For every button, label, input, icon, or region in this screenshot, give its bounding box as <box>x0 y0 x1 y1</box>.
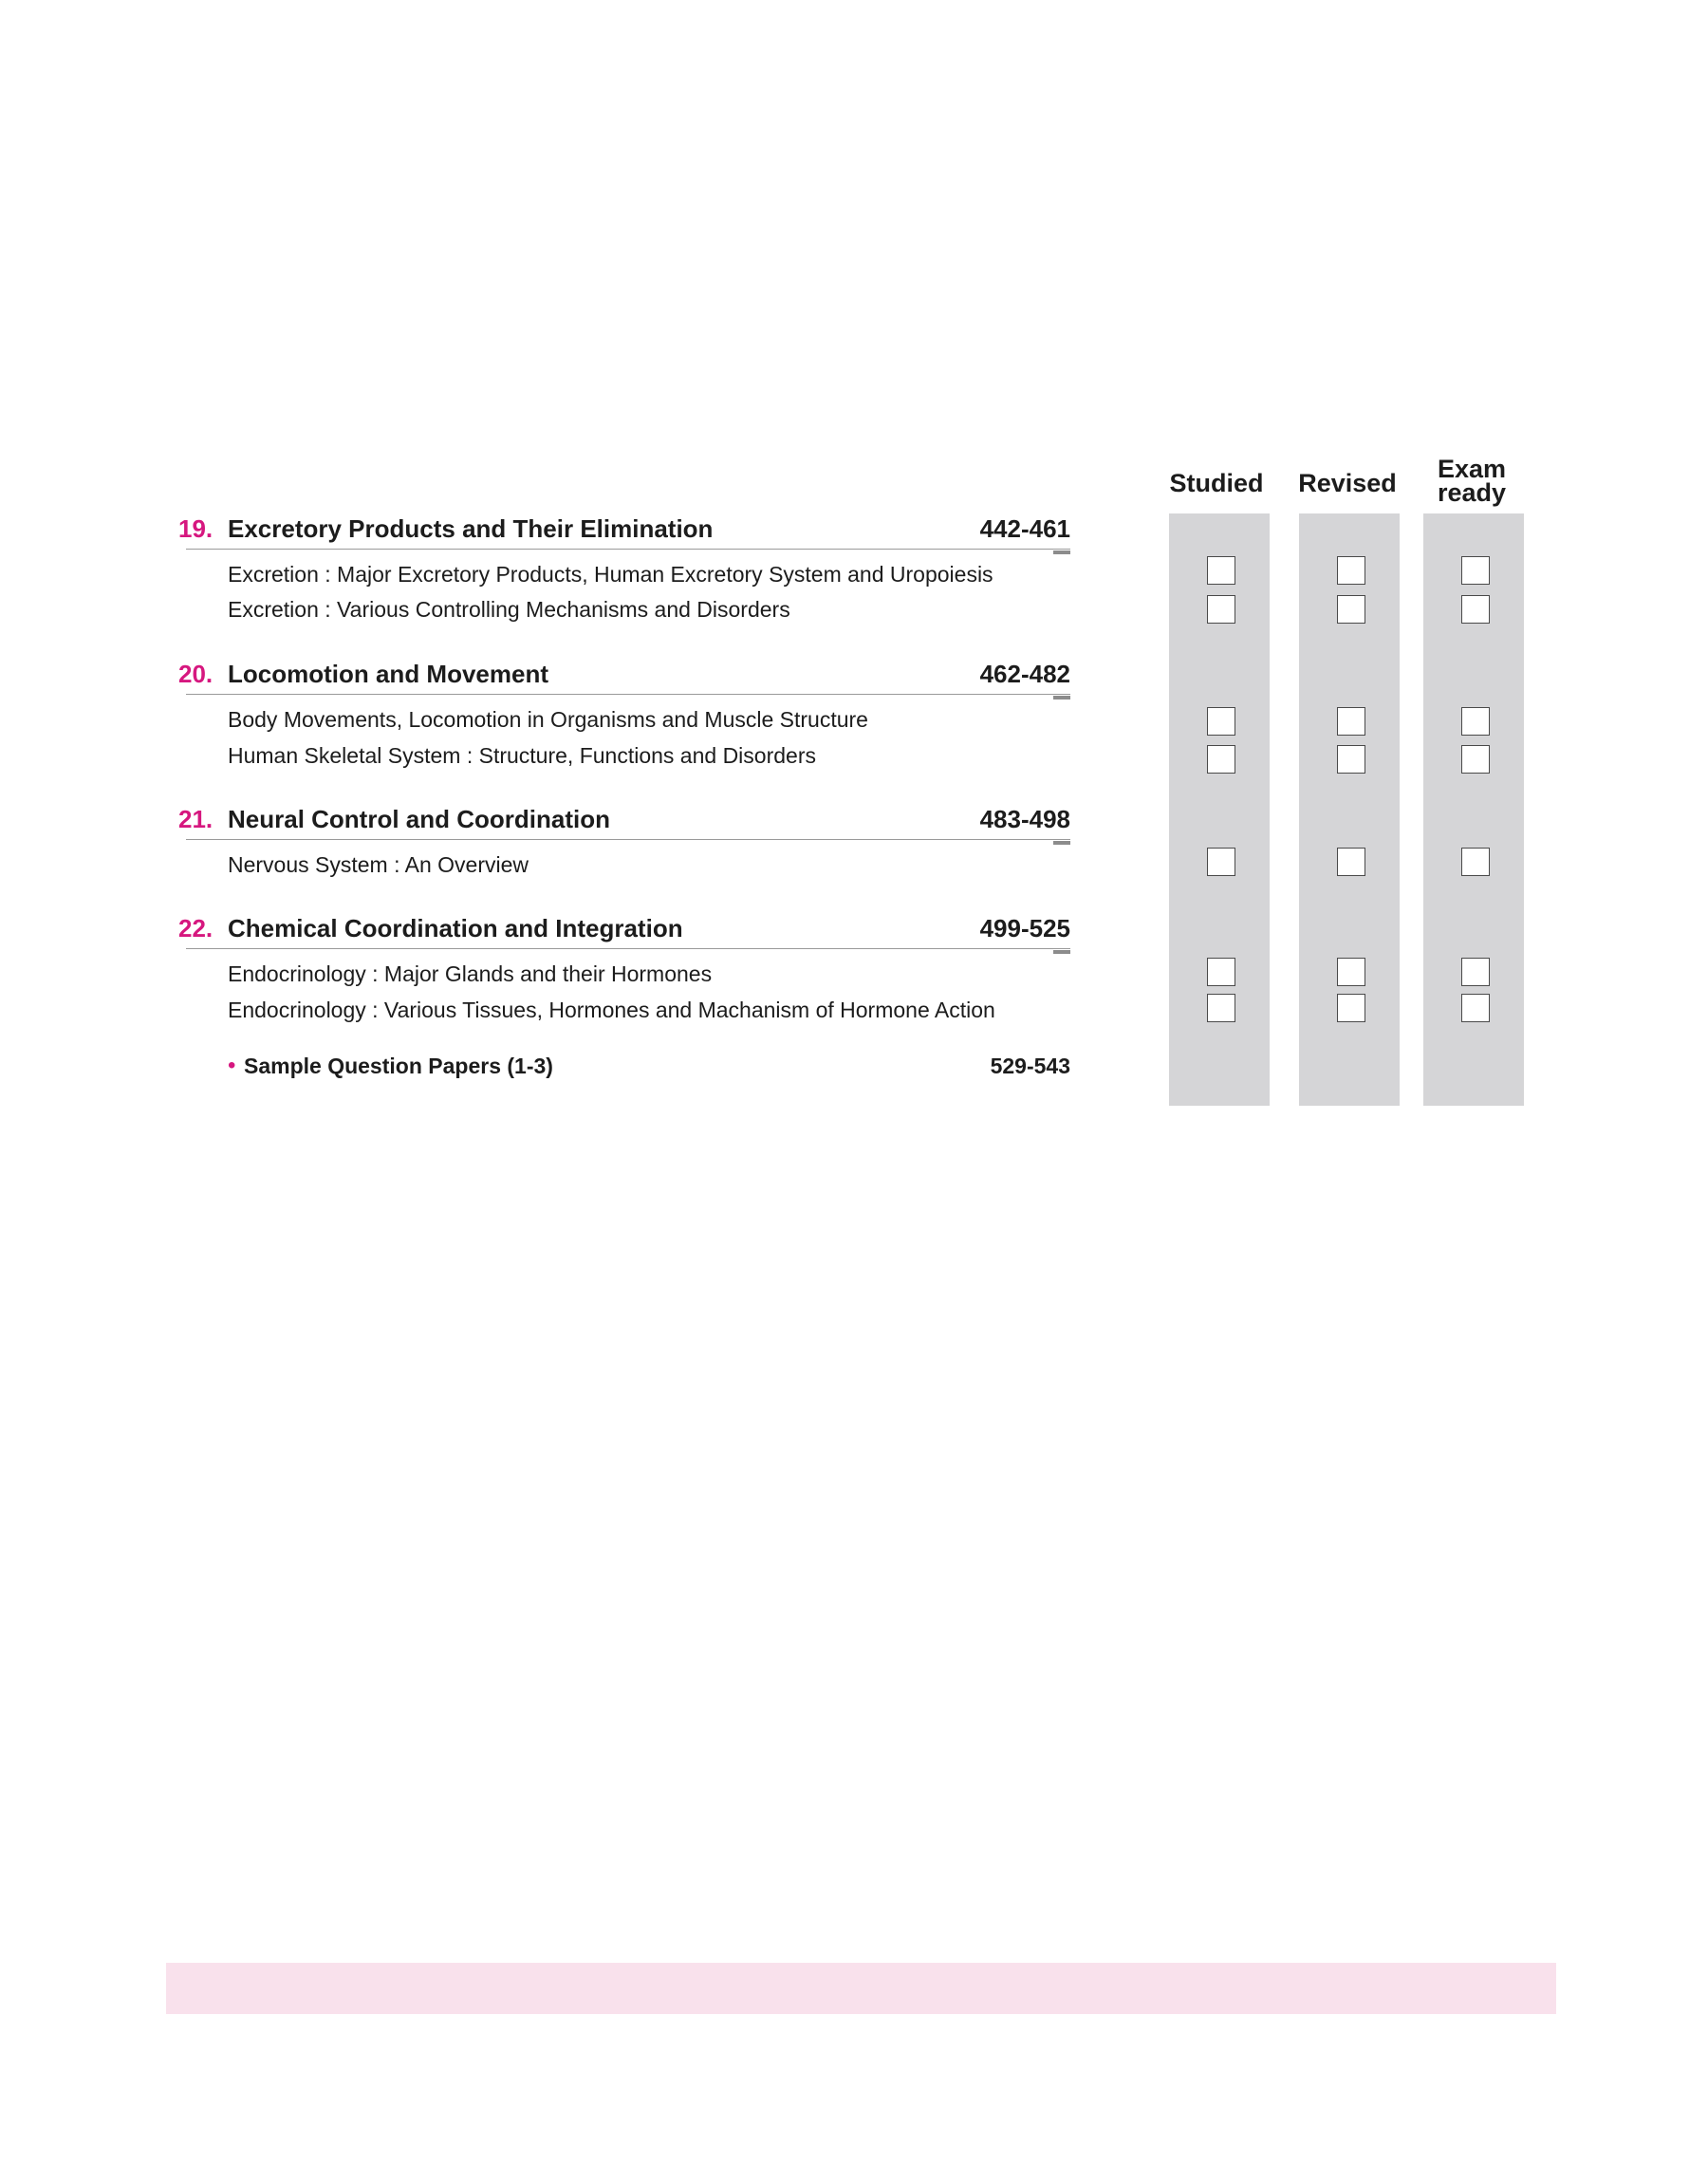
topic-19-1: Excretion : Major Excretory Products, Human Excretory System and Uropoiesis <box>228 562 993 587</box>
checkbox-studied-22-2[interactable] <box>1207 994 1235 1022</box>
topic-22-2: Endocrinology : Various Tissues, Hormones and Machanism of Hormone Action <box>228 998 995 1022</box>
checkbox-studied-22-1[interactable] <box>1207 958 1235 986</box>
chapter-divider <box>186 549 1070 550</box>
checkbox-revised-22-2[interactable] <box>1337 994 1365 1022</box>
chapter-title: Neural Control and Coordination <box>228 805 610 833</box>
chapter-number: 20. <box>178 660 214 688</box>
chapter-divider <box>186 948 1070 949</box>
chapter-19-heading <box>178 513 1070 550</box>
chapter-pages: 483-498 <box>979 805 1070 833</box>
chapter-divider <box>186 694 1070 695</box>
revised-column-header: Revised <box>1298 469 1397 497</box>
chapter-divider-end <box>1053 841 1070 845</box>
footer-band <box>166 1963 1556 2014</box>
checkbox-exam-ready-19-2[interactable] <box>1461 595 1490 624</box>
chapter-22-heading <box>178 912 1070 950</box>
topic-20-1: Body Movements, Locomotion in Organisms and Muscle Structure <box>228 707 868 732</box>
checkbox-revised-20-1[interactable] <box>1337 707 1365 736</box>
topic-21-1: Nervous System : An Overview <box>228 852 529 877</box>
checkbox-exam-ready-20-1[interactable] <box>1461 707 1490 736</box>
topic-20-2: Human Skeletal System : Structure, Functions and Disorders <box>228 743 816 768</box>
checkbox-revised-19-2[interactable] <box>1337 595 1365 624</box>
chapter-title: Excretory Products and Their Elimination <box>228 514 714 543</box>
checkbox-studied-19-1[interactable] <box>1207 556 1235 585</box>
exam-ready-column-header: Exam ready <box>1437 455 1507 507</box>
sample-papers-entry <box>228 1051 1070 1081</box>
chapter-divider-end <box>1053 696 1070 700</box>
chapter-title: Chemical Coordination and Integration <box>228 914 683 942</box>
checkbox-revised-19-1[interactable] <box>1337 556 1365 585</box>
chapter-pages: 499-525 <box>979 914 1070 942</box>
chapter-number: 21. <box>178 805 214 833</box>
sample-papers-label: Sample Question Papers (1-3) <box>244 1054 553 1078</box>
chapter-divider-end <box>1053 950 1070 954</box>
checkbox-exam-ready-22-2[interactable] <box>1461 994 1490 1022</box>
chapter-20-heading <box>178 658 1070 696</box>
chapter-pages: 462-482 <box>979 660 1070 688</box>
checkbox-studied-20-2[interactable] <box>1207 745 1235 774</box>
checkbox-studied-19-2[interactable] <box>1207 595 1235 624</box>
chapter-divider-end <box>1053 550 1070 554</box>
checkbox-studied-20-1[interactable] <box>1207 707 1235 736</box>
checkbox-revised-22-1[interactable] <box>1337 958 1365 986</box>
chapter-title: Locomotion and Movement <box>228 660 548 688</box>
checkbox-exam-ready-22-1[interactable] <box>1461 958 1490 986</box>
chapter-divider <box>186 839 1070 840</box>
checkbox-revised-20-2[interactable] <box>1337 745 1365 774</box>
checkbox-exam-ready-19-1[interactable] <box>1461 556 1490 585</box>
topic-19-2: Excretion : Various Controlling Mechanisms and Disorders <box>228 597 790 622</box>
checkbox-studied-21-1[interactable] <box>1207 848 1235 876</box>
bullet-icon: • <box>228 1053 236 1078</box>
chapter-21-heading <box>178 803 1070 841</box>
checkbox-revised-21-1[interactable] <box>1337 848 1365 876</box>
topic-22-1: Endocrinology : Major Glands and their Hormones <box>228 961 713 986</box>
checkbox-exam-ready-20-2[interactable] <box>1461 745 1490 774</box>
chapter-number: 22. <box>178 914 214 942</box>
sample-papers-pages: 529-543 <box>990 1054 1070 1078</box>
checkbox-exam-ready-21-1[interactable] <box>1461 848 1490 876</box>
chapter-pages: 442-461 <box>979 514 1070 543</box>
chapter-number: 19. <box>178 514 214 543</box>
studied-column-header: Studied <box>1169 469 1264 497</box>
